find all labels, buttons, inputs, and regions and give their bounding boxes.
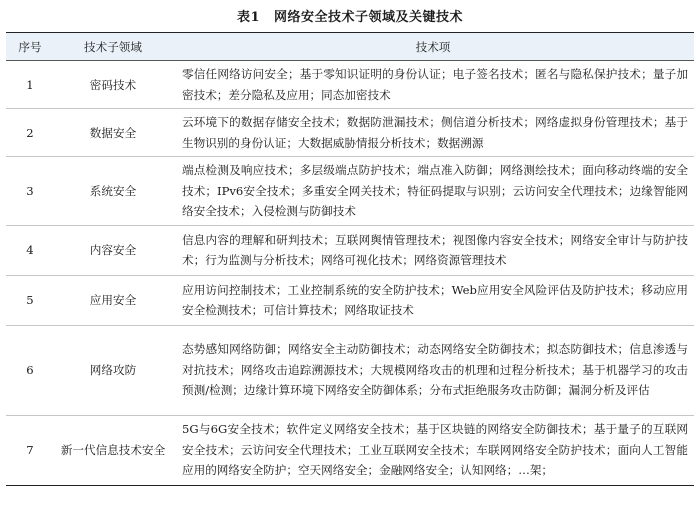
header-items: 技术项 (172, 33, 694, 61)
row-items: 零信任网络访问安全；基于零知识证明的身份认证；电子签名技术；匿名与隐私保护技术；量子加密技术；差分隐私及应用；同态加密技术 (172, 61, 694, 109)
row-num: 4 (6, 225, 54, 275)
table-row (6, 275, 694, 325)
table-row (6, 109, 694, 157)
row-num: 3 (6, 157, 54, 226)
row-num: 2 (6, 109, 54, 157)
row-num: 1 (6, 61, 54, 109)
row-name: 新一代信息技术安全 (54, 415, 172, 485)
table-caption (0, 6, 700, 25)
table-row (6, 225, 694, 275)
row-items: 云环境下的数据存储安全技术；数据防泄漏技术；侧信道分析技术；网络虚拟身份管理技术；基于生物识别的身份认证；大数据威胁情报分析技术；数据溯源 (172, 109, 694, 157)
row-items: 态势感知网络防御；网络安全主动防御技术；动态网络安全防御技术；拟态防御技术；信息渗透与对抗技术；网络攻击追踪溯源技术；大规模网络攻击的机理和过程分析技术；基于机器学习的攻击预测/检测；边缘计算环境下网络安全防御体系；分布式拒绝服务攻击防御；漏洞分析及评估 (172, 325, 694, 415)
tech-table (6, 32, 694, 486)
row-items: 5G与6G安全技术；软件定义网络安全技术；基于区块链的网络安全防御技术；基于量子的互联网安全技术；云访问安全代理技术；工业互联网安全技术；车联网网络安全防护技术；面向人工智能应用的网络安全防护；空天网络安全；金融网络安全；认知网络；…架； (172, 415, 694, 485)
header-num: 序号 (6, 33, 54, 61)
row-num: 7 (6, 415, 54, 485)
table-row (6, 415, 694, 485)
header-name: 技术子领域 (54, 33, 172, 61)
table-row (6, 61, 694, 109)
table-caption-title: 网络安全技术子领域及关键技术 (274, 10, 464, 25)
row-num: 6 (6, 325, 54, 415)
row-num: 5 (6, 275, 54, 325)
row-items: 应用访问控制技术；工业控制系统的安全防护技术；Web应用安全风险评估及防护技术；移动应用安全检测技术；可信计算技术；网络取证技术 (172, 275, 694, 325)
row-items: 端点检测及响应技术；多层级端点防护技术；端点准入防御；网络测绘技术；面向移动终端的安全技术；IPv6安全技术；多重安全网关技术；特征码提取与识别；云访问安全代理技术；边缘智能网络安全技术；入侵检测与防御技术 (172, 157, 694, 226)
row-name: 系统安全 (54, 157, 172, 226)
table-header-row (6, 33, 694, 61)
row-name: 内容安全 (54, 225, 172, 275)
row-name: 网络攻防 (54, 325, 172, 415)
table-row (6, 157, 694, 226)
row-name: 应用安全 (54, 275, 172, 325)
table-row (6, 325, 694, 415)
table-caption-number: 表1 (236, 10, 261, 25)
row-name: 数据安全 (54, 109, 172, 157)
row-name: 密码技术 (54, 61, 172, 109)
row-items: 信息内容的理解和研判技术；互联网舆情管理技术；视图像内容安全技术；网络安全审计与防护技术；行为监测与分析技术；网络可视化技术；网络资源管理技术 (172, 225, 694, 275)
